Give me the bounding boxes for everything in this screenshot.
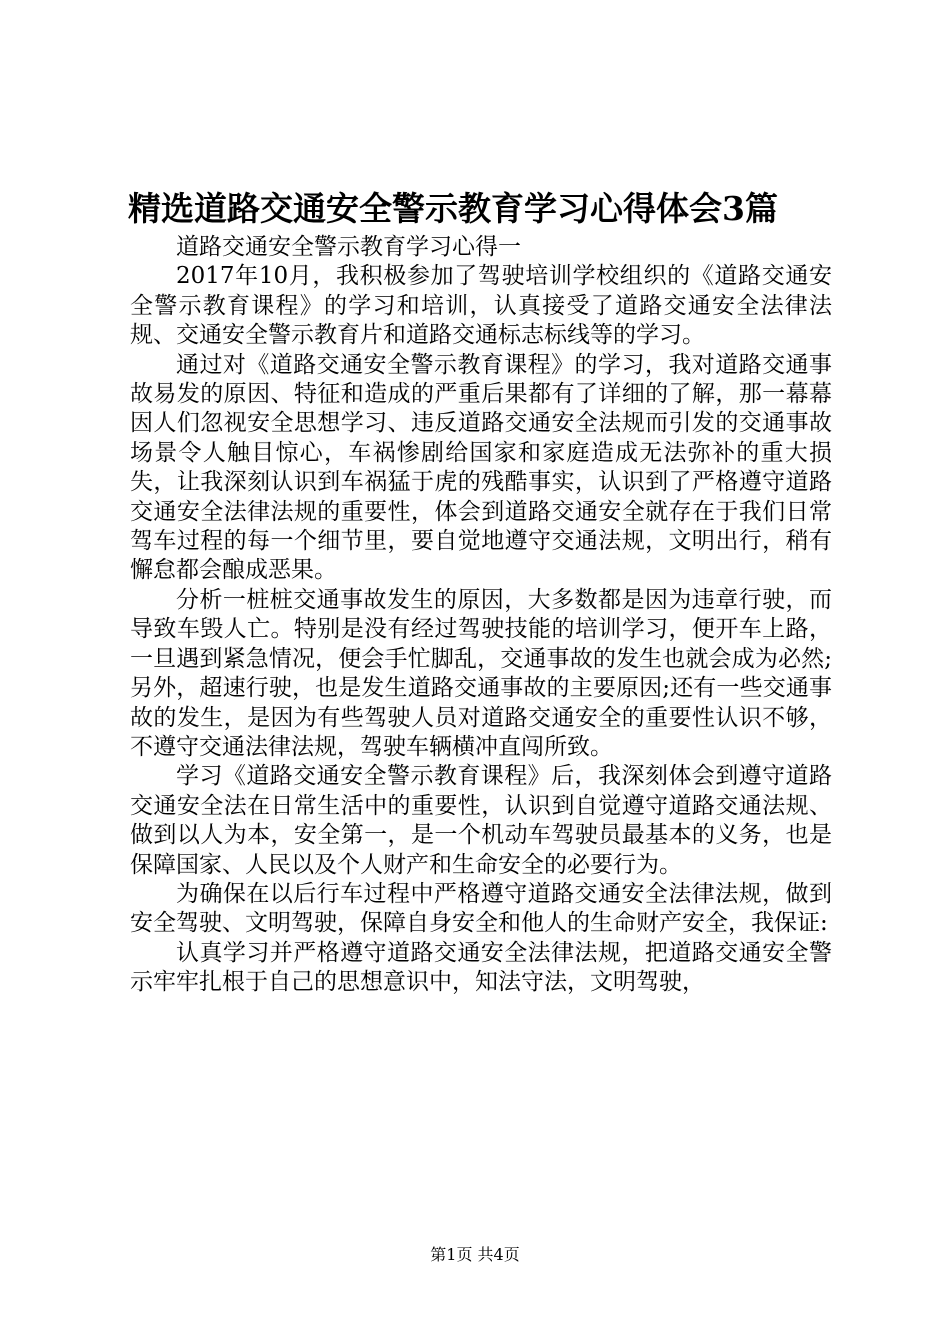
document-body	[130, 233, 832, 998]
paragraph-5: 为确保在以后行车过程中严格遵守道路交通安全法律法规，做到安全驾驶、文明驾驶，保障自身安全和他人的生命财产安全，我保证:	[130, 880, 832, 937]
page-number-footer: 第1页 共4页	[430, 1245, 520, 1264]
section-subheading: 道路交通安全警示教育学习心得一	[176, 234, 521, 260]
paragraph-4: 学习《道路交通安全警示教育课程》后，我深刻体会到遵守道路交通安全法在日常生活中的重要性，认识到自觉遵守道路交通法规、做到以人为本，安全第一，是一个机动车驾驶员最基本的义务，也是保障国家、人民以及个人财产和生命安全的必要行为。	[130, 763, 832, 878]
document-title: 精选道路交通安全警示教育学习心得体会3篇	[128, 189, 778, 228]
paragraph-6: 认真学习并严格遵守道路交通安全法律法规，把道路交通安全警示牢牢扎根于自己的思想意识中，知法守法，文明驾驶，	[130, 939, 832, 996]
paragraph-2: 通过对《道路交通安全警示教育课程》的学习，我对道路交通事故易发的原因、特征和造成的严重后果都有了详细的了解，那一幕幕因人们忽视安全思想学习、违反道路交通安全法规而引发的交通事故场景令人触目惊心，车祸惨剧给国家和家庭造成无法弥补的重大损失，让我深刻认识到车祸猛于虎的残酷事实，认识到了严格遵守道路交通安全法律法规的重要性，体会到道路交通安全就存在于我们日常驾车过程的每一个细节里，要自觉地遵守交通法规，文明出行，稍有懈怠都会酿成恶果。	[130, 351, 832, 584]
paragraph-3: 分析一桩桩交通事故发生的原因，大多数都是因为违章行驶，而导致车毁人亡。特别是没有经过驾驶技能的培训学习，便开车上路，一旦遇到紧急情况，便会手忙脚乱，交通事故的发生也就会成为必然;另外，超速行驶，也是发生道路交通事故的主要原因;还有一些交通事故的发生，是因为有些驾驶人员对道路交通安全的重要性认识不够，不遵守交通法律法规，驾驶车辆横冲直闯所致。	[130, 586, 832, 760]
paragraph-1: 2017年10月，我积极参加了驾驶培训学校组织的《道路交通安全警示教育课程》的学习和培训，认真接受了道路交通安全法律法规、交通安全警示教育片和道路交通标志标线等的学习。	[130, 263, 832, 349]
